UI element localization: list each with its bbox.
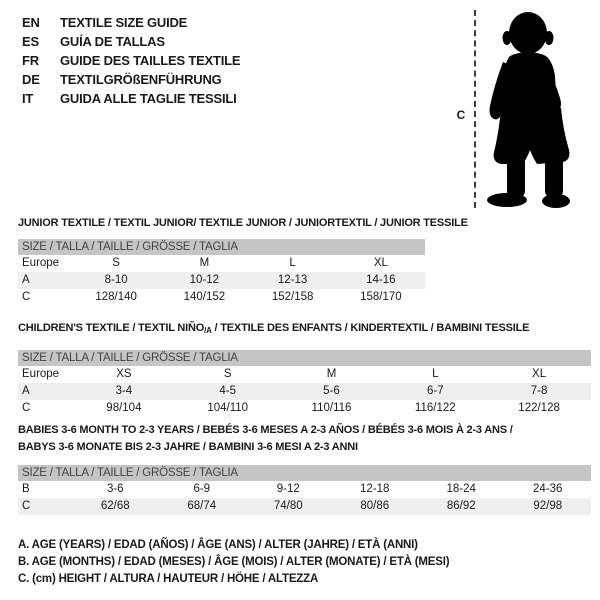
size-cell: S	[112, 257, 120, 269]
size-cell: 158/170	[360, 291, 402, 303]
row-label: A	[22, 385, 30, 397]
language-title: TEXTILE SIZE GUIDE	[60, 15, 188, 30]
size-cell: S	[223, 368, 232, 380]
size-cell: XS	[116, 368, 132, 380]
row-label: A	[22, 274, 30, 286]
junior-size-table	[18, 239, 425, 306]
size-cell: 110/116	[311, 402, 352, 414]
size-cell: 18-24	[446, 483, 476, 495]
table-row	[18, 498, 591, 515]
size-cell: 116/122	[414, 402, 456, 414]
language-title: TEXTILGRÖßENFÜHRUNG	[60, 72, 222, 87]
size-cell: 80/86	[360, 500, 390, 512]
size-cell: M	[199, 257, 210, 269]
language-code: DE	[22, 72, 40, 87]
size-cell: L	[432, 368, 439, 380]
children-title-subscript: /A	[204, 326, 212, 335]
size-header-bar: SIZE / TALLA / TAILLE / GRÖSSE / TAGLIA	[18, 350, 591, 366]
table-row	[18, 272, 425, 289]
babies-title-line2: BABYS 3-6 MONATE BIS 2-3 JAHRE / BAMBINI 3-6 MESI A 2-3 ANNI	[18, 441, 358, 453]
height-measure-dashed-line	[474, 10, 476, 208]
size-cell: 98/104	[106, 402, 142, 414]
language-title: GUIDA ALLE TAGLIE TESSILI	[60, 91, 237, 106]
table-row	[18, 366, 591, 383]
size-cell: 6-9	[193, 483, 211, 495]
children-size-table	[18, 350, 591, 417]
language-row	[22, 32, 240, 51]
row-label: B	[22, 483, 30, 495]
language-title-list	[22, 13, 240, 108]
table-row	[18, 289, 425, 306]
size-cell: M	[326, 368, 337, 380]
size-cell: 5-6	[323, 385, 340, 397]
legend-note-b: B. AGE (MONTHS) / EDAD (MESES) / ÂGE (MOIS) / ALTER (MONATE) / ETÀ (MESI)	[18, 556, 450, 568]
size-cell: 7-8	[530, 385, 548, 397]
language-row	[22, 51, 240, 70]
size-cell: 86/92	[446, 500, 476, 512]
babies-title-line1: BABIES 3-6 MONTH TO 2-3 YEARS / BEBÉS 3-6 MESES A 2-3 AÑOS / BÉBÉS 3-6 MOIS À 2-3 ANS /	[18, 424, 513, 436]
size-cell: 24-36	[533, 483, 563, 495]
size-cell: XL	[373, 257, 388, 269]
size-cell: L	[289, 257, 296, 269]
size-cell: 8-10	[104, 274, 128, 286]
table-row	[18, 400, 591, 417]
table-row	[18, 481, 591, 498]
size-cell: XL	[532, 368, 547, 380]
size-cell: 9-12	[276, 483, 300, 495]
table-row	[18, 383, 591, 400]
language-code: ES	[22, 34, 39, 49]
size-cell: 128/140	[95, 291, 137, 303]
row-label: C	[22, 402, 31, 414]
row-label: C	[22, 500, 31, 512]
row-label: C	[22, 291, 31, 303]
size-cell: 4-5	[219, 385, 236, 397]
language-row	[22, 13, 240, 32]
size-cell: 104/110	[207, 402, 249, 414]
junior-section-title: JUNIOR TEXTILE / TEXTIL JUNIOR/ TEXTILE JUNIOR / JUNIORTEXTIL / JUNIOR TESSILE	[18, 217, 468, 229]
legend-note-c: C. (cm) HEIGHT / ALTURA / HAUTEUR / HÖHE / ALTEZZA	[18, 573, 319, 585]
children-title-part: / TEXTILE DES ENFANTS / KINDERTEXTIL / BAMBINI TESSILE	[211, 322, 530, 334]
size-cell: 6-7	[426, 385, 444, 397]
size-cell: 14-16	[366, 274, 396, 286]
size-cell: 62/68	[100, 500, 130, 512]
size-cell: 74/80	[273, 500, 303, 512]
legend-notes	[18, 537, 449, 588]
row-label: Europe	[22, 368, 60, 380]
language-code: IT	[22, 91, 34, 106]
babies-section-title	[18, 422, 593, 456]
size-cell: 3-6	[106, 483, 124, 495]
size-cell: 122/128	[518, 402, 560, 414]
size-cell: 12-13	[277, 274, 308, 286]
legend-note-a: A. AGE (YEARS) / EDAD (AÑOS) / ÂGE (ANS) / ALTER (JAHRE) / ETÀ (ANNI)	[18, 539, 418, 551]
language-title: GUIDE DES TAILLES TEXTILE	[60, 53, 241, 68]
language-row	[22, 70, 240, 89]
height-measure-label: C	[456, 108, 466, 122]
size-cell: 140/152	[183, 291, 226, 303]
size-cell: 92/98	[533, 500, 563, 512]
baby-silhouette-icon	[485, 8, 585, 208]
size-cell: 3-4	[115, 385, 133, 397]
table-row	[18, 255, 425, 272]
language-code: FR	[22, 53, 39, 68]
language-code: EN	[22, 15, 40, 30]
children-title-part: CHILDREN'S TEXTILE / TEXTIL NIÑO	[18, 322, 205, 334]
language-title: GUÍA DE TALLAS	[60, 34, 165, 49]
size-header-bar: SIZE / TALLA / TAILLE / GRÖSSE / TAGLIA	[18, 465, 591, 481]
size-header-bar: SIZE / TALLA / TAILLE / GRÖSSE / TAGLIA	[18, 239, 425, 255]
row-label: Europe	[22, 257, 60, 269]
children-section-title	[18, 320, 593, 339]
size-cell: 152/158	[271, 291, 314, 303]
size-cell: 68/74	[187, 500, 217, 512]
size-cell: 10-12	[189, 274, 220, 286]
size-cell: 12-18	[360, 483, 390, 495]
language-row	[22, 89, 240, 108]
babies-size-table	[18, 465, 591, 515]
